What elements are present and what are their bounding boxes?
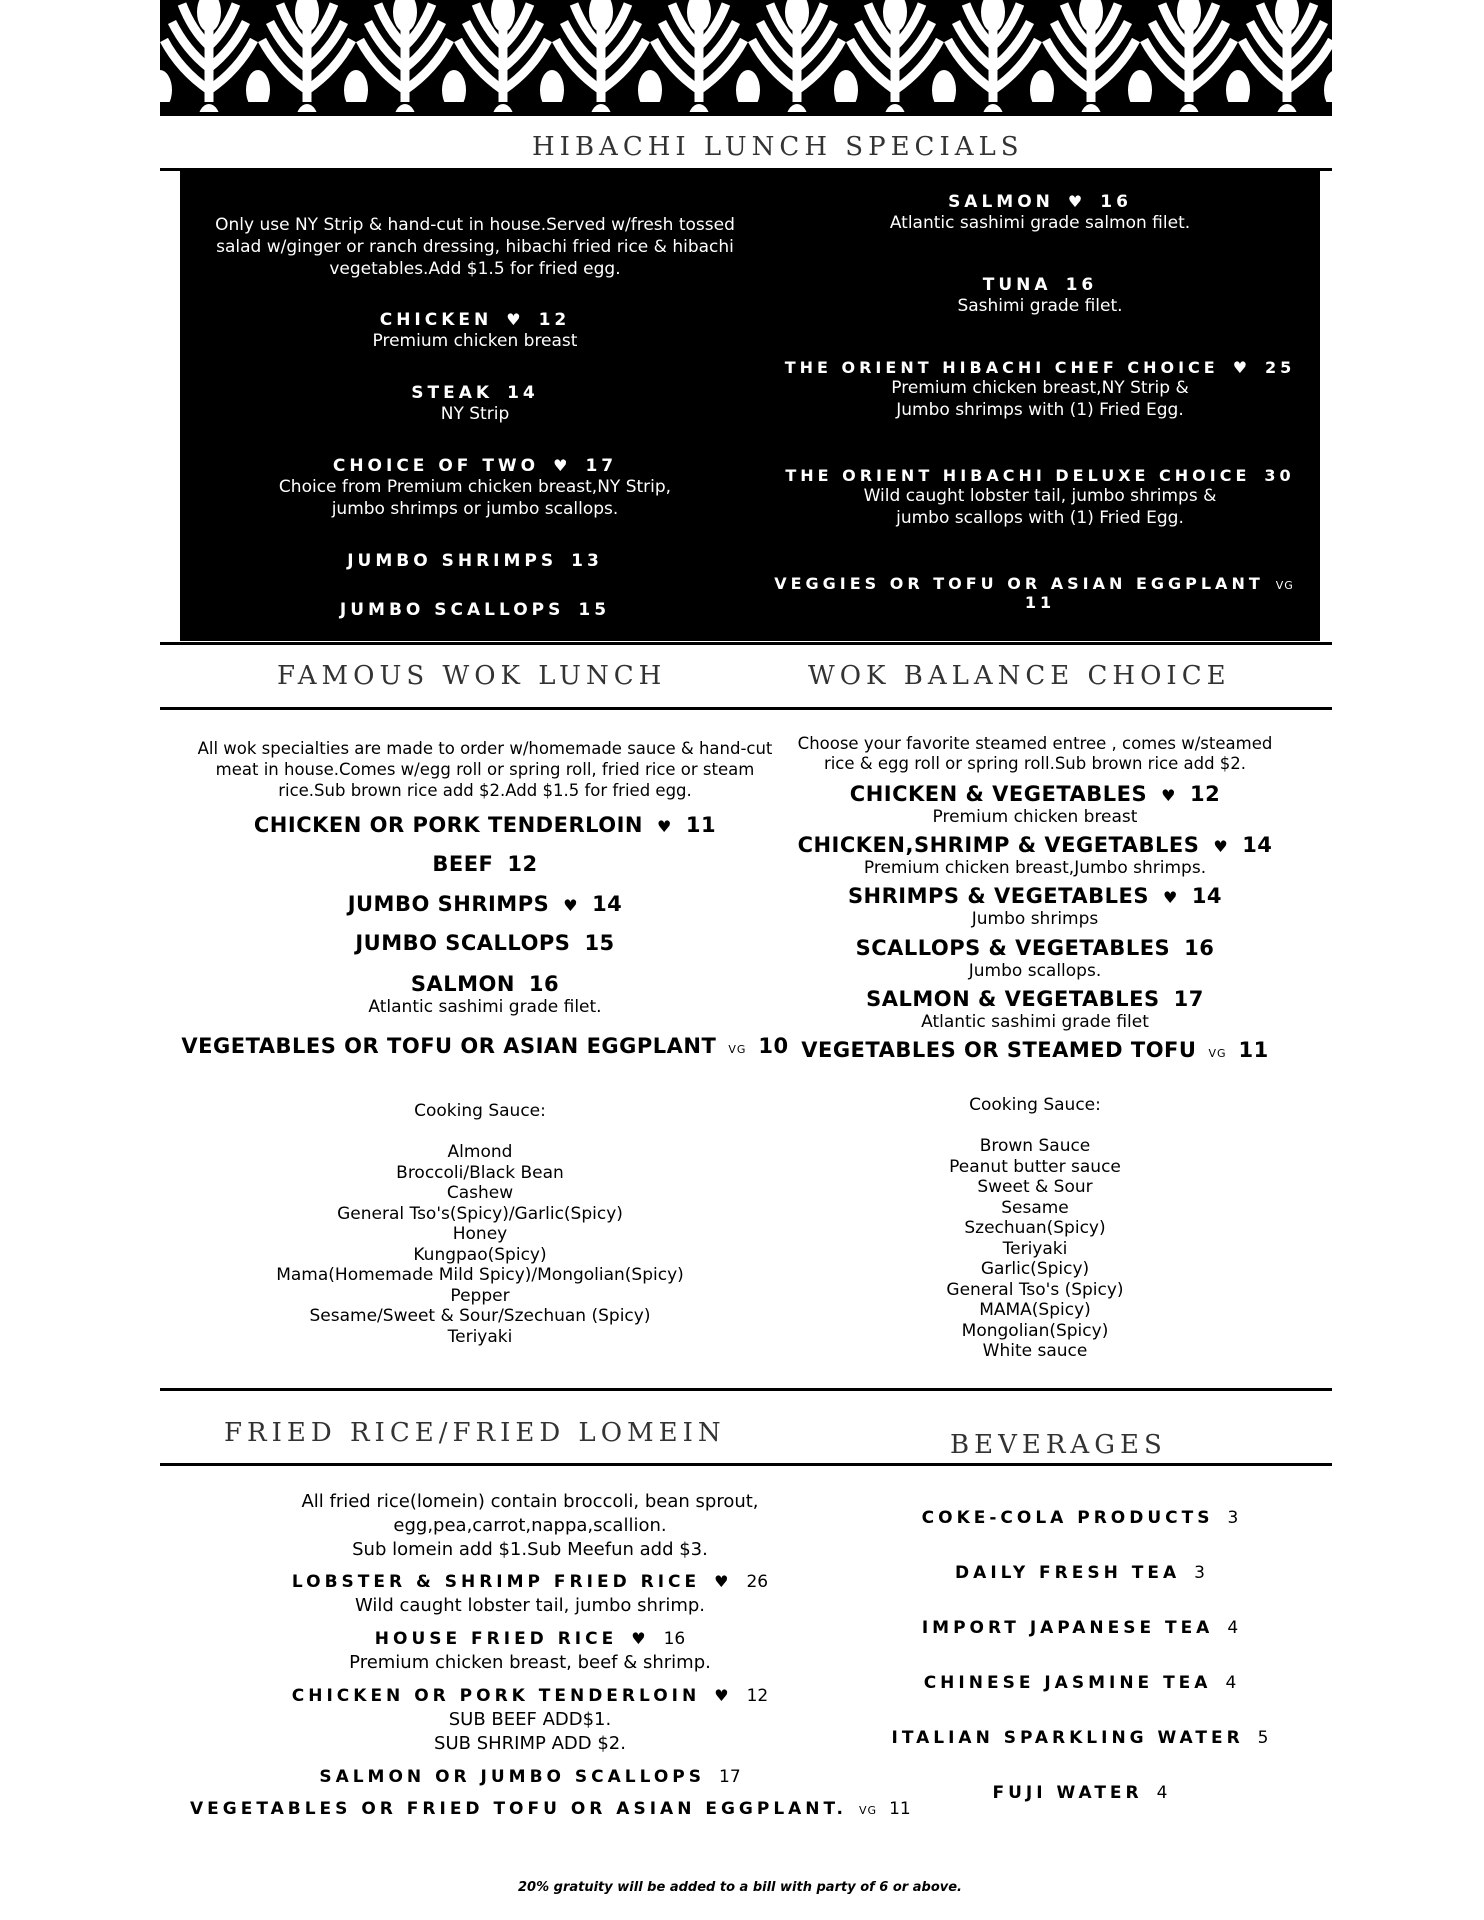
beverage-item <box>860 1618 1300 1673</box>
wok-item <box>170 972 800 1018</box>
beverages-heading: BEVERAGES <box>950 1430 1167 1460</box>
hibachi-bottom-rule <box>160 642 1332 645</box>
item-name: SALMON & VEGETABLES <box>866 987 1160 1011</box>
item-price: 14 <box>1242 833 1273 857</box>
heart-icon: ♥ <box>657 817 672 836</box>
item-name: CHOICE OF TWO <box>332 456 540 476</box>
balance-sauce-list <box>800 1136 1270 1362</box>
wok-item <box>170 931 800 955</box>
item-price: 16 <box>663 1629 686 1649</box>
wok-item <box>170 813 800 837</box>
item-price: 15 <box>584 931 615 955</box>
hibachi-item <box>770 275 1310 317</box>
heart-icon: ♥ <box>1161 786 1176 805</box>
item-price: 11 <box>889 1799 911 1819</box>
item-price: 3 <box>1194 1563 1205 1583</box>
item-desc: Wild caught lobster tail, jumbo shrimps & jumbo scallops with (1) Fried Egg. <box>863 486 1217 528</box>
item-name: JUMBO SHRIMPS <box>347 892 550 916</box>
item-price: 14 <box>592 892 623 916</box>
hibachi-item <box>180 383 770 425</box>
item-price: 17 <box>585 456 618 476</box>
item-name: FUJI WATER <box>992 1783 1143 1803</box>
item-price: 17 <box>1173 987 1204 1011</box>
sauce-item: Almond <box>447 1142 513 1162</box>
item-name: CHICKEN,SHRIMP & VEGETABLES <box>797 833 1200 857</box>
item-name: CHICKEN OR PORK TENDERLOIN <box>291 1686 701 1706</box>
fried-item <box>230 1765 830 1789</box>
sauce-item: Peanut butter sauce <box>949 1156 1121 1177</box>
wok-top-rule <box>160 707 1332 710</box>
item-price: 17 <box>719 1767 741 1787</box>
heart-icon: ♥ <box>1213 837 1229 856</box>
sauce-item: Szechuan(Spicy) <box>964 1218 1106 1238</box>
heart-icon: ♥ <box>1232 358 1252 377</box>
vegan-badge: VG <box>1208 1047 1227 1060</box>
balance-item <box>770 782 1300 828</box>
item-desc: Jumbo shrimps <box>971 909 1099 929</box>
sauce-item: Teriyaki <box>1002 1238 1068 1259</box>
item-price: 13 <box>571 551 603 571</box>
item-name: VEGETABLES OR STEAMED TOFU <box>801 1038 1197 1062</box>
beverage-item <box>860 1728 1300 1783</box>
heart-icon: ♥ <box>714 1686 733 1705</box>
hibachi-item <box>250 456 700 520</box>
item-price: 12 <box>538 310 571 330</box>
wok-intro: All wok specialties are made to order w/homemade sauce & hand-cut meat in house.Comes w/egg roll or spring roll, fried rice or steam rice.Sub brown rice add $2.Add $1.5 for fried egg. <box>197 739 773 800</box>
sauce-item: Kungpao(Spicy) <box>413 1244 547 1265</box>
item-name: CHICKEN OR PORK TENDERLOIN <box>253 813 644 837</box>
item-name: JUMBO SHRIMPS <box>347 551 558 571</box>
item-name: VEGETABLES OR FRIED TOFU OR ASIAN EGGPLANT. <box>190 1799 848 1819</box>
item-price: 12 <box>1189 782 1221 806</box>
balance-intro: Choose your favorite steamed entree , comes w/steamed rice & egg roll or spring roll.Sub brown rice add $2. <box>797 734 1273 773</box>
item-price: 14 <box>507 383 539 403</box>
sauce-item: Cashew <box>446 1183 514 1203</box>
item-name: HOUSE FRIED RICE <box>374 1629 618 1649</box>
sauce-item: Brown Sauce <box>979 1136 1091 1156</box>
balance-sauce-title: Cooking Sauce: <box>969 1095 1101 1115</box>
item-desc: Premium chicken breast,NY Strip & Jumbo shrimps with (1) Fried Egg. <box>891 378 1189 420</box>
item-desc: Choice from Premium chicken breast,NY Strip, jumbo shrimps or jumbo scallops. <box>278 477 672 519</box>
item-name: SCALLOPS & VEGETABLES <box>855 936 1171 960</box>
item-desc: Atlantic sashimi grade filet <box>921 1012 1149 1032</box>
sauce-item: General Tso's (Spicy) <box>946 1279 1124 1300</box>
beverage-item <box>860 1783 1300 1838</box>
heart-icon: ♥ <box>563 896 579 915</box>
sauce-item: General Tso's(Spicy)/Garlic(Spicy) <box>337 1203 623 1224</box>
fried-bottom-rule <box>160 1463 1332 1466</box>
item-name: LOBSTER & SHRIMP FRIED RICE <box>291 1572 701 1592</box>
item-price: 11 <box>685 813 717 837</box>
heart-icon: ♥ <box>631 1629 650 1648</box>
item-price: 16 <box>1100 192 1132 212</box>
balance-heading: WOK BALANCE CHOICE <box>808 661 1231 691</box>
item-name: COKE-COLA PRODUCTS <box>921 1508 1214 1528</box>
fried-top-rule <box>160 1388 1332 1391</box>
sauce-item: Sesame/Sweet & Sour/Szechuan (Spicy) <box>309 1306 651 1326</box>
wok-heading: FAMOUS WOK LUNCH <box>277 661 667 691</box>
item-name: DAILY FRESH TEA <box>955 1563 1181 1583</box>
item-price: 10 <box>758 1034 789 1058</box>
item-desc: Premium chicken breast <box>932 807 1138 827</box>
item-price: 4 <box>1225 1673 1237 1693</box>
item-desc: Premium chicken breast,Jumbo shrimps. <box>863 858 1207 878</box>
fried-item <box>230 1684 830 1756</box>
item-desc: SUB BEEF ADD$1. <box>448 1709 612 1730</box>
wok-item <box>170 892 800 916</box>
sauce-item: Mongolian(Spicy) <box>961 1320 1109 1341</box>
sauce-item: Teriyaki <box>447 1326 513 1347</box>
vegan-badge: VG <box>728 1043 747 1056</box>
item-name: SHRIMPS & VEGETABLES <box>847 884 1149 908</box>
hibachi-item <box>770 574 1310 612</box>
item-name: SALMON <box>410 972 515 996</box>
balance-item <box>770 833 1300 879</box>
item-price: 11 <box>1024 593 1056 612</box>
item-desc: Wild caught lobster tail, jumbo shrimp. <box>354 1595 706 1616</box>
item-name: SALMON <box>948 192 1054 212</box>
item-name: IMPORT JAPANESE TEA <box>921 1618 1214 1638</box>
item-name: JUMBO SCALLOPS <box>339 600 565 620</box>
fried-intro-line: All fried rice(lomein) contain broccoli, bean sprout, <box>301 1491 759 1512</box>
item-desc: Sashimi grade filet. <box>957 296 1123 316</box>
item-name: THE ORIENT HIBACHI DELUXE CHOICE <box>785 466 1251 485</box>
vegan-badge: VG <box>1275 579 1294 592</box>
item-name: CHICKEN <box>379 310 493 330</box>
hibachi-item <box>180 600 770 620</box>
banner-rule <box>160 112 1332 116</box>
hibachi-heading: HIBACHI LUNCH SPECIALS <box>532 132 1024 162</box>
item-name: VEGETABLES OR TOFU OR ASIAN EGGPLANT <box>181 1034 717 1058</box>
fried-heading: FRIED RICE/FRIED LOMEIN <box>224 1418 726 1448</box>
item-name: JUMBO SCALLOPS <box>355 931 571 955</box>
sauce-item: MAMA(Spicy) <box>979 1300 1091 1320</box>
item-price: 16 <box>1184 936 1215 960</box>
item-price: 12 <box>507 852 538 876</box>
heart-icon: ♥ <box>714 1572 733 1591</box>
item-desc: Atlantic sashimi grade filet. <box>368 997 602 1017</box>
heart-icon: ♥ <box>1162 888 1178 907</box>
beverage-item <box>860 1508 1300 1563</box>
beverage-item <box>860 1563 1300 1618</box>
sauce-item: Broccoli/Black Bean <box>396 1162 564 1183</box>
sauce-item: Honey <box>452 1224 508 1244</box>
beverage-item <box>860 1673 1300 1728</box>
sauce-item: White sauce <box>982 1341 1088 1361</box>
item-name: VEGGIES OR TOFU OR ASIAN EGGPLANT <box>774 574 1264 593</box>
item-desc: NY Strip <box>440 404 510 424</box>
wok-item <box>170 1034 800 1058</box>
item-desc: Premium chicken breast, beef & shrimp. <box>349 1652 711 1673</box>
heart-icon: ♥ <box>1067 192 1087 211</box>
sauce-item: Sweet & Sour <box>977 1177 1093 1197</box>
wok-sauce-list <box>230 1142 730 1347</box>
item-name: SALMON OR JUMBO SCALLOPS <box>319 1767 706 1787</box>
item-price: 16 <box>1065 275 1098 295</box>
sauce-item: Sesame <box>1001 1197 1069 1218</box>
item-desc: Jumbo scallops. <box>968 961 1102 981</box>
fried-item <box>230 1627 830 1675</box>
item-desc: SUB SHRIMP ADD $2. <box>434 1733 626 1754</box>
item-price: 3 <box>1227 1508 1239 1528</box>
fried-intro-line: Sub lomein add $1.Sub Meefun add $3. <box>352 1539 708 1560</box>
heart-icon: ♥ <box>553 456 572 475</box>
hibachi-item <box>180 310 770 352</box>
item-name: BEEF <box>432 852 494 876</box>
item-price: 4 <box>1227 1618 1239 1638</box>
hibachi-intro: Only use NY Strip & hand-cut in house.Served w/fresh tossed salad w/ginger or ranch dressing, hibachi fried rice & hibachi vegetables.Add $1.5 for fried egg. <box>215 215 735 279</box>
item-price: 14 <box>1191 884 1223 908</box>
item-price: 5 <box>1257 1728 1269 1748</box>
balance-item <box>770 1038 1300 1062</box>
item-name: CHICKEN & VEGETABLES <box>849 782 1148 806</box>
balance-item <box>770 987 1300 1033</box>
item-price: 16 <box>528 972 560 996</box>
leaf-pattern-graphic <box>160 0 1332 112</box>
item-price: 15 <box>578 600 611 620</box>
item-price: 12 <box>746 1686 769 1706</box>
fried-intro-line: egg,pea,carrot,nappa,scallion. <box>393 1515 667 1536</box>
wok-sauce-title: Cooking Sauce: <box>414 1101 546 1121</box>
item-price: 26 <box>746 1572 769 1592</box>
balance-item <box>770 936 1300 982</box>
item-price: 25 <box>1265 358 1296 377</box>
item-price: 11 <box>1238 1038 1269 1062</box>
heart-icon: ♥ <box>506 310 525 329</box>
vegan-badge: VG <box>859 1804 878 1817</box>
item-desc: Atlantic sashimi grade salmon filet. <box>889 213 1191 233</box>
item-name: TUNA <box>982 275 1052 295</box>
wok-item <box>170 852 800 876</box>
hibachi-item <box>180 551 770 571</box>
item-name: THE ORIENT HIBACHI CHEF CHOICE <box>784 358 1219 377</box>
item-price: 30 <box>1264 466 1295 485</box>
item-name: STEAK <box>411 383 494 403</box>
hibachi-item <box>770 466 1310 529</box>
hibachi-item <box>770 192 1310 234</box>
sauce-item: Mama(Homemade Mild Spicy)/Mongolian(Spicy) <box>276 1265 684 1285</box>
sauce-item: Garlic(Spicy) <box>980 1259 1090 1279</box>
item-name: ITALIAN SPARKLING WATER <box>891 1728 1244 1748</box>
gratuity-note: 20% gratuity will be added to a bill with party of 6 or above. <box>518 1880 962 1895</box>
fried-item <box>230 1570 830 1618</box>
item-name: CHINESE JASMINE TEA <box>923 1673 1212 1693</box>
item-desc: Premium chicken breast <box>372 331 578 351</box>
leaf-pattern-banner <box>160 0 1332 112</box>
sauce-item: Pepper <box>450 1285 510 1306</box>
beverage-list <box>860 1508 1300 1838</box>
hibachi-item <box>770 358 1310 421</box>
fried-intro <box>230 1490 830 1562</box>
item-price: 4 <box>1156 1783 1168 1803</box>
fried-item <box>190 1797 911 1823</box>
balance-item <box>770 884 1300 930</box>
